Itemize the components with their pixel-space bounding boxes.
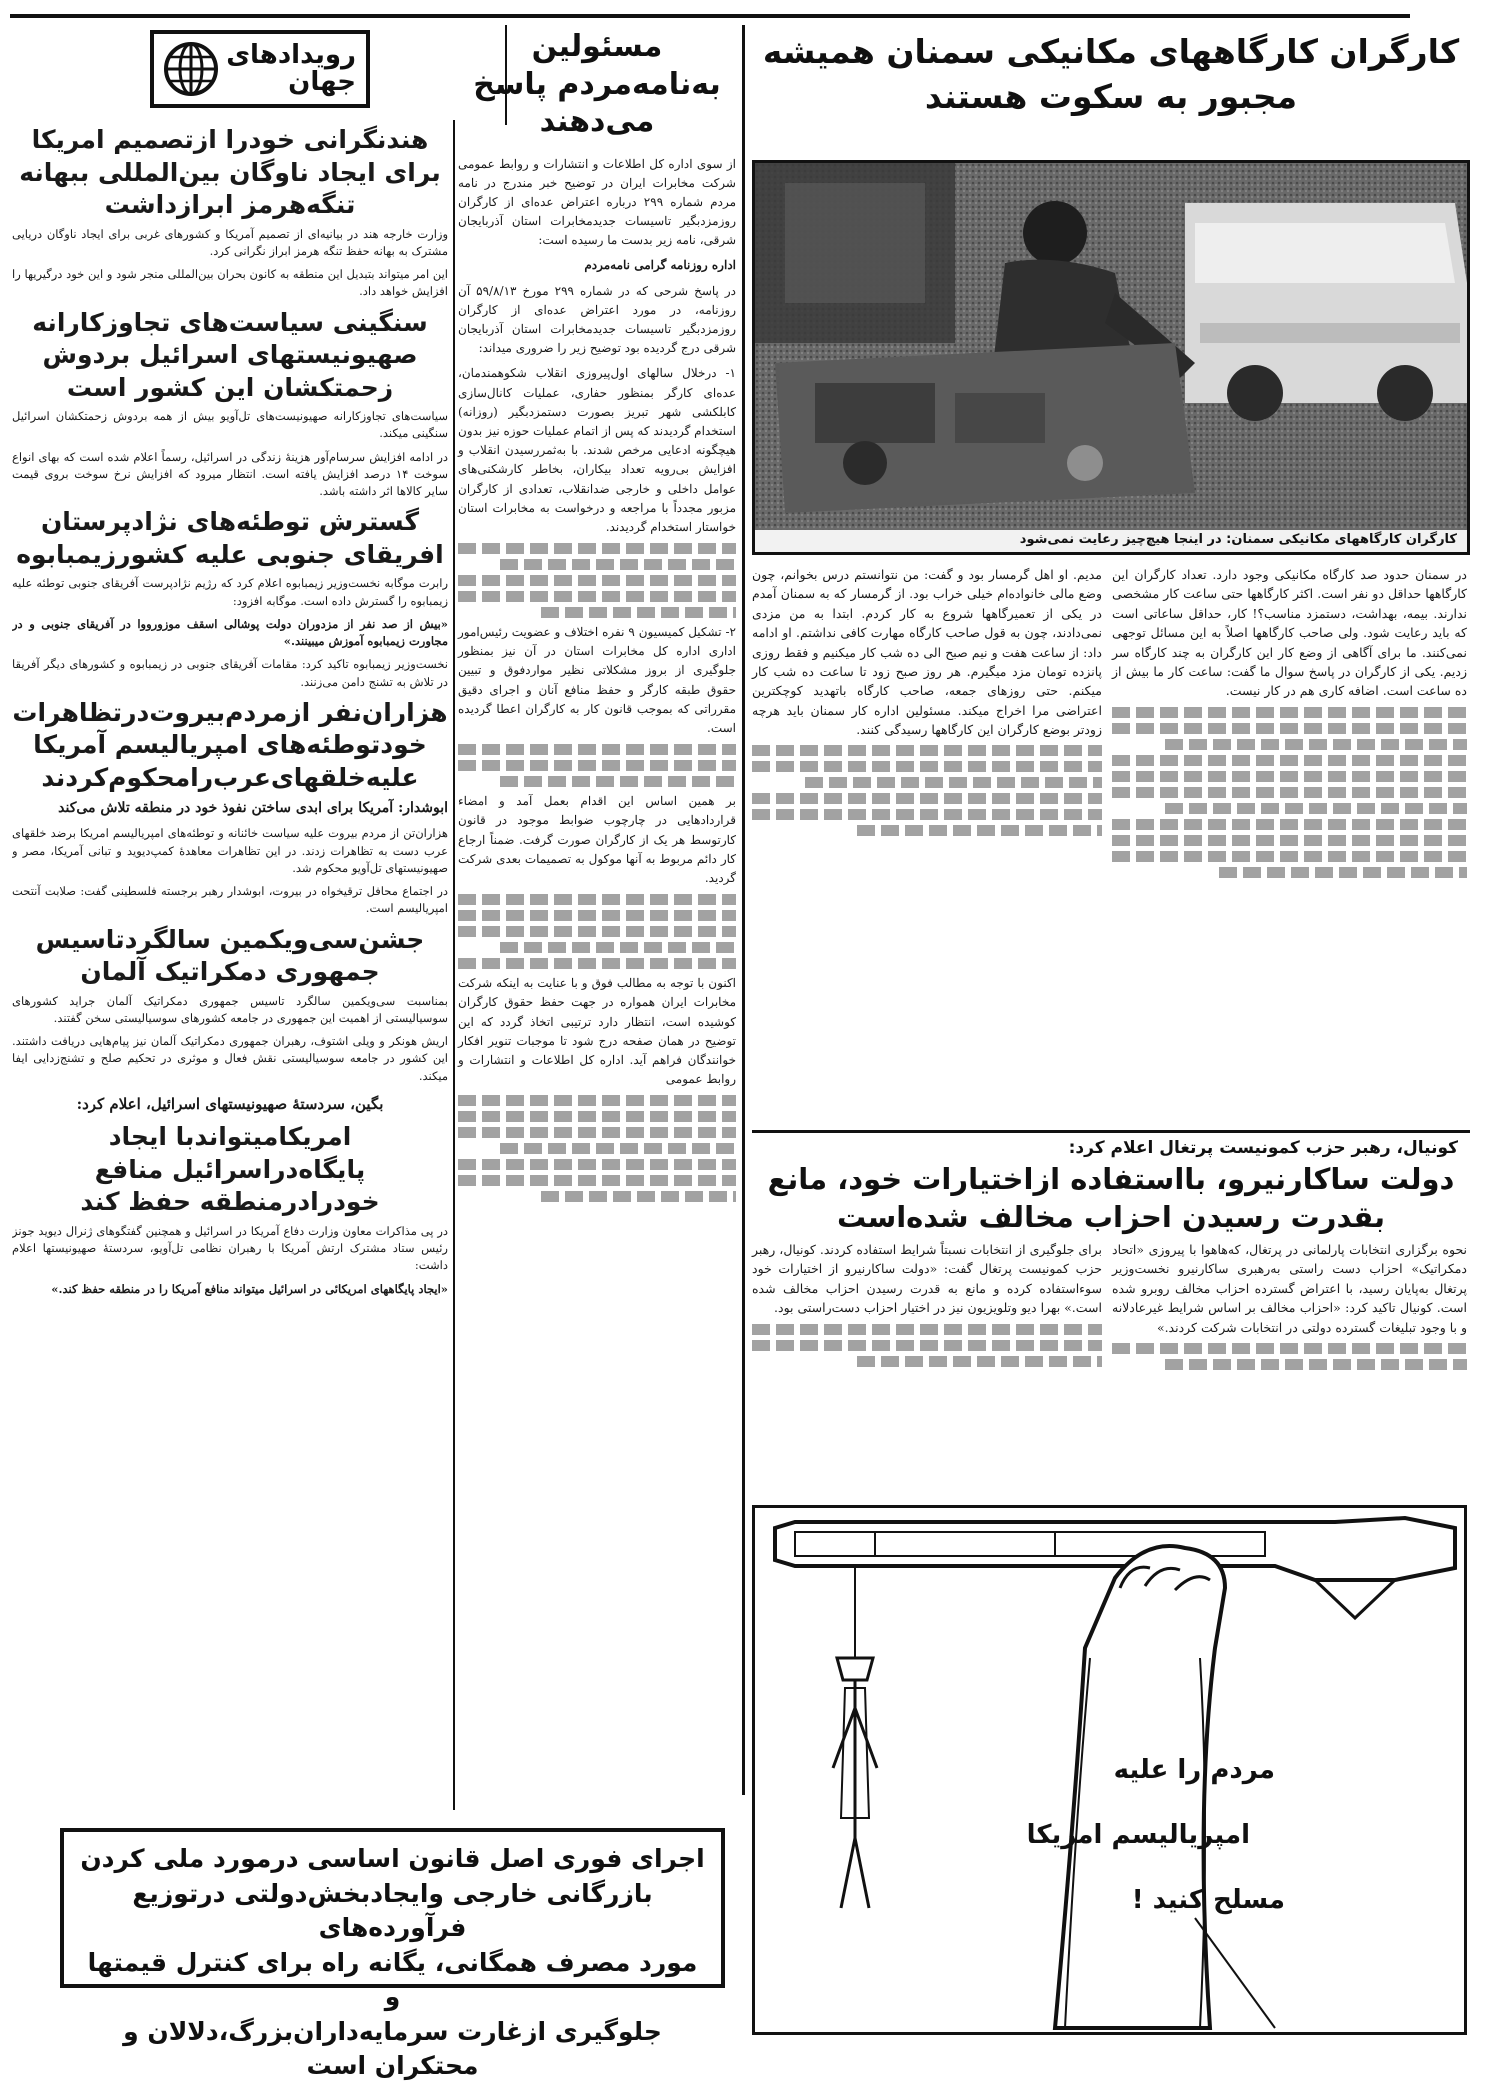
text-filler (752, 793, 1102, 804)
text-filler (1165, 1359, 1467, 1370)
section-headline: گسترش توطئه‌های نژادپرستان افریقای جنوبی علیه کشورزیمبابوه (16, 507, 444, 569)
workshop-article-right (1112, 565, 1467, 883)
text-filler (458, 894, 736, 905)
text-filler (458, 543, 736, 554)
text-filler (500, 1143, 736, 1154)
portugal-article-right (1112, 1240, 1467, 1375)
section-paragraph: در اجتماع محافل ترقیخواه در بیروت، ابوشدار رهبر برجسته فلسطینی گفت: صلابت آنتحت امپریالیسم است. (12, 884, 448, 916)
text-filler (500, 942, 736, 953)
article-paragraph: نحوه برگزاری انتخابات پارلمانی در پرتغال، که‌هاهوا با پیروزی «اتحاد دمکراتیک» احزاب دست راستی به‌رهبری ساکارنیرو نخست‌وزیر پرتغال به‌پایان رسید، با اعتراض گسترده احزاب مخالف روبرو شده است. کونیال تاکید کرد: «احزاب مخالف بر اساس شرایط غیرعادلانه و با وجود تبلیغات گسترده دولتی در انتخابات شرکت کردند.» (1112, 1242, 1467, 1335)
center-paragraph: ۲- تشکیل کمیسیون ۹ نفره اختلاف و عضویت رئیس‌امور اداری اداره کل مخابرات استان در آن نیز بمنظور جلوگیری از بروز مشکلاتی نظیر مواردفوق و تبیین حقوق طبقه کارگر و حفظ منافع آنان و اجرای دقیق مقرراتی که بموجب قانون کار به کارگران اعطا گردیده است. (458, 625, 736, 735)
right-headline: کارگران کارگاههای مکانیکی سمنان همیشه مجبور به سکوت هستند (762, 32, 1460, 116)
text-filler (458, 910, 736, 921)
center-paragraph: از سوی اداره کل اطلاعات و انتشارات و روابط عمومی شرکت مخابرات ایران در توضیح خبر مندرج در نامه مردم شماره ۲۹۹ درباره اعتراض عده‌ای از کارگران روزمزدبگیر تاسیسات جدیدمخابرات استان آذربایجان شرقی، نامه‌ زیر بدست ما رسیده است: (458, 156, 736, 248)
photo-caption: کارگران کارگاههای مکانیکی سمنان: در اینجا هیچ‌چیز رعایت نمی‌شود (755, 530, 1467, 552)
text-filler (1112, 707, 1467, 718)
section-headline: هزاران‌نفر ازمردم‌بیروت‌درتظاهرات خودتوطئه‌های امپریالیسم آمریکا علیه‌خلقهای‌عرب‌رامحکوم‌کردند (12, 697, 448, 792)
text-filler (541, 607, 736, 618)
text-filler (1219, 867, 1468, 878)
text-filler (458, 926, 736, 937)
section-paragraph: وزارت خارجه هند در بیانیه‌ای از تصمیم آمریکا و کشورهای غربی برای ایجاد ناوگان دریایی مشترک به بهانه حفظ تنگه هرمز ابراز نگرانی کرد. (12, 226, 448, 258)
cartoon-drawing (755, 1508, 1464, 2032)
portugal-article (752, 1138, 1470, 1237)
text-filler (857, 825, 1102, 836)
section-paragraph: «ایجاد پایگاههای امریکائی در اسرائیل میتواند منافع آمریکا را در منطقه حفظ کند.» (51, 1281, 448, 1296)
left-articles (12, 124, 448, 1298)
text-filler (857, 1356, 1102, 1367)
text-filler (1112, 771, 1467, 782)
section-paragraph: اریش هونکر و ویلی اشتوف، رهبران جمهوری دمکراتیک آلمان نیز پیام‌هایی دریافت داشتند. این کشور در جامعه سوسیالیستی نقش فعال و موثری در تحکیم صلح و تشنج‌زدایی ایفا میکند. (12, 1034, 448, 1083)
text-filler (458, 958, 736, 969)
text-filler (752, 809, 1102, 820)
top-border (10, 0, 1410, 18)
center-paragraph: اداره روزنامه گرامی نامه‌مردم (584, 258, 736, 273)
column-divider-right (742, 25, 745, 1795)
text-filler (752, 745, 1102, 756)
cartoon-label-2: امپریالیسم امریکا (1026, 1820, 1250, 1850)
slogan-box (60, 1828, 725, 2080)
section-headline: هندنگرانی خودرا ازتصمیم امریکا برای ایجاد ناوگان بین‌المللی ببهانه تنگه‌هرمز ابرازداشت (19, 125, 441, 219)
section-paragraph: نخست‌وزیر زیمبابوه تاکید کرد: مقامات آفریقای جنوبی در زیمبابوه و کشورهای دیگر آفریقا در تلاش به تشنج دامن می‌زنند. (12, 657, 448, 689)
column-divider-left (453, 120, 455, 1810)
portugal-article-left (752, 1240, 1102, 1372)
slogan-line-3: مورد مصرف همگانی، یگانه راه برای کنترل قیمتها و (87, 1947, 698, 2011)
text-filler (1165, 739, 1467, 750)
center-paragraph: اکنون با توجه به مطالب فوق و با عنایت به اینکه شرکت مخابرات ایران همواره در جهت حفظ حقوق کارگران کوشیده است، انتظار دارد ترتیبی اتخاذ گردد که این توضیح در همان صفحه درج شود تا موجبات تنویر افکار خوانندگان فراهم آید. اداره کل اطلاعات و انتشارات و روابط عمومی (458, 976, 736, 1087)
slogan-line-4: جلوگیری ازغارت سرمایه‌داران‌بزرگ،دلالان و محتکران است (123, 2016, 662, 2080)
section-paragraph: در ادامه افزایش سرسام‌آور هزینهٔ زندگی در اسرائیل، رسماً اعلام شده است که بهای انواع سوخت ۱۴ درصد افزایش یافته است. انتظار میرود که افزایش نرخ سوخت بروی قیمت سایر کالاها اثر داشته باشد. (12, 449, 448, 498)
text-filler (1112, 787, 1467, 798)
text-filler (752, 761, 1102, 772)
mechanic-photo-image (755, 163, 1467, 533)
text-filler (500, 559, 736, 570)
logo-title (226, 42, 356, 97)
text-filler (458, 1175, 736, 1186)
text-filler (1112, 819, 1467, 830)
section-paragraph: در پی مذاکرات معاون وزارت دفاع آمریکا در اسرائیل و همچنین گفتگوهای ژنرال دیوید جونز رئیس ستاد مشترک ارتش آمریکا با رهبران نظامی تل‌آویو، سردستهٔ صهیونیستها اعلام داشت: (12, 1223, 448, 1273)
portugal-headline: دولت ساکارنیرو، بااستفاده ازاختیارات خود، مانع بقدرت رسیدن احزاب مخالف شده‌است (767, 1162, 1455, 1234)
text-filler (458, 1095, 736, 1106)
text-filler (1112, 755, 1467, 766)
article-paragraph: در سمنان حدود صد کارگاه مکانیکی وجود دارد. تعداد کارگران این کارگاهها حداقل دو نفر است. اکثر کارگاهها حتی ساعت کار مشخصی ندارند. بیمه، بهداشت، دستمزد مناسب؟! کار، حداقل ساعاتی است که باید رعایت شود. ولی صاحب کارگاهها اصلاً به این مسائل توجهی نمی‌کنند. ما برای آگاهی از وضع کار این کارگران به چند کارگاه سر زدیم. یکی از کارگران در پاسخ سوال ما گفت: ساعت کار ما بیش از ده ساعت است. اضافه کاری هم در کار نیست. (1112, 567, 1467, 699)
center-column (458, 28, 736, 1207)
center-headline: مسئولین به‌نامه‌مردم پاسخ می‌دهند (473, 29, 721, 139)
center-paragraph: در پاسخ شرحی که در شماره ۲۹۹ مورخ ۵۹/۸/۱۳ آن روزنامه، در مورد اعتراض عده‌ای از کارگران روزمزدبگیر تاسیسات جدیدمخابرات استان آذربایجان شرقی درج گردیده بود توضیح زیر را ضروری میداند: (458, 283, 737, 356)
world-events-logo (150, 30, 370, 108)
text-filler (1112, 851, 1467, 862)
text-filler (1165, 803, 1467, 814)
article-paragraph: مدیم. او اهل گرمسار بود و گفت: من نتوانستم درس بخوانم، چون وضع مالی خانواده‌ام خیلی خراب بود. از گرمسار که به سمنان آمدم در یکی از تعمیرگاهها شروع به کار کردم. ابتدا به من مزدی نمی‌دادند، چون به قول صاحب کارگاه مهارت کافی نداشتم. او ادامه داد: از ساعت هفت و نیم صبح الی ده شب کار میکنیم و فقط روزی پانزده تومان مزد میگیرم. هر روز صبح زود تا ساعت ده شب کار میکنم. حتی روزهای جمعه، صاحب کارگاه باتهدید کوچکترین اعتراضی مرا اخراج میکند. مسئولین اداره کار سمنان باید هرچه زودتر بوضع کارگران این کارگاهها رسیدگی کنند. (752, 567, 1102, 737)
center-article (458, 155, 736, 1203)
text-filler (458, 1127, 736, 1138)
portugal-kicker: کونیال، رهبر حزب کمونیست پرتغال اعلام کرد: (1068, 1138, 1458, 1158)
section-headline: سنگینی سیاست‌های تجاوزکارانه صهیونیستهای اسرائیل بردوش زحمتکشان این کشور است (32, 307, 428, 402)
section-headline: امریکامیتواندبا ایجاد پایگاه‌دراسرائیل منافع خودرادرمنطقه حفظ کند (80, 1122, 380, 1217)
text-filler (1112, 1343, 1467, 1354)
text-filler (500, 776, 736, 787)
section-divider (752, 1130, 1470, 1133)
globe-icon (162, 40, 220, 98)
text-filler (458, 744, 736, 755)
text-filler (458, 591, 736, 602)
section-paragraph: این امر میتواند بتبدیل این منطقه به کانون بحران بین‌المللی منجر شود و این خود درگیریها را افزایش خواهد داد. (12, 267, 448, 299)
text-filler (752, 1324, 1102, 1335)
section-kicker: بگین، سردستهٔ صهیونیستهای اسرائیل، اعلام کرد: (76, 1094, 384, 1113)
slogan-line-1: اجرای فوری اصل قانون اساسی درمورد ملی کردن (80, 1844, 705, 1873)
text-filler (458, 1159, 736, 1170)
workshop-photo (752, 160, 1470, 555)
center-paragraph: ۱- درخلال سالهای اول‌پیروزی انقلاب شکوهمندمان، عده‌ای کارگر بمنظور حفاری، عملیات کانال‌سازی کابلکشی شهر تبریز بصورت دستمزدبگیر (روزانه) استخدام گردیدند که پس از اتمام عملیات حوزه نیز بدون هیچگونه ادعایی مرخص شدند. با به‌ثمررسیدن انقلاب و افزایش بی‌رویه تعداد بیکاران، بخاطر کارشکنی‌های عوامل داخلی و خارجی ضدانقلاب، تعدادی از کارگران مزبور مجدداً با مراجعه و درخواست به مخابرات استان خواستار استخدام گردیدند. (458, 366, 736, 534)
section-subhead: ابوشدار: آمریکا برای ابدی ساختن نفوذ خود در منطقه تلاش می‌کند (58, 800, 448, 817)
left-column (12, 118, 448, 1818)
logo-line-1: رویدادهای (226, 40, 356, 70)
text-filler (458, 1111, 736, 1122)
section-paragraph: بمناسبت سی‌ویکمین سالگرد تاسیس جمهوری دمکراتیک آلمان جراید کشورهای سوسیالیستی از اهمیت این جمهوری در جامعه کشورهای سوسیالیستی سخن گفتند. (12, 993, 448, 1025)
slogan-line-2: بازرگانی خارجی وایجادبخش‌دولتی درتوزیع فرآورده‌های (132, 1878, 653, 1942)
section-paragraph: «بیش از صد نفر از مزدوران دولت پوشالی اسقف موزورووا در آفریقای جنوبی و در مجاورت زیمبابوه آموزش میبینند.» (12, 616, 448, 648)
text-filler (1112, 835, 1467, 846)
text-filler (458, 575, 736, 586)
text-filler (1112, 723, 1467, 734)
cartoon-label-1: مردم را علیه (1113, 1755, 1275, 1785)
section-headline: جشن‌سی‌ویکمین سالگردتاسیس جمهوری دمکراتیک آلمان (35, 924, 425, 986)
text-filler (541, 1191, 736, 1202)
center-paragraph: بر همین اساس این اقدام بعمل آمد و امضاء قراردادهایی در چارچوب ضوابط موجود در قانون کارتوسط هر یک از کارگران صورت گرفت. ضمناً ارجاع کار دائم مربوط به آنها موکول به تصمیمات بعدی شرکت گردید. (458, 794, 736, 885)
cartoon-label-3: مسلح کنید ! (1131, 1885, 1285, 1915)
text-filler (458, 760, 736, 771)
section-paragraph: سیاست‌های تجاوزکارانه صهیونیست‌های تل‌آویو بیش از همه بردوش زحمتکشان اسرائیل سنگینی میکند. (12, 409, 448, 441)
article-paragraph: برای جلوگیری از انتخابات نسبتاً شرایط استفاده کردند. کونیال، رهبر حزب کمونیست پرتغال گفت: «دولت ساکارنیرو از اختیارات خود سوءاستفاده کرده و مانع به قدرت رسیدن احزاب مخالف شده است.» بهرا دیو وتلویزیون نیز در اختیار احزاب دست‌راستی بود. (752, 1242, 1102, 1316)
text-filler (752, 1340, 1102, 1351)
section-paragraph: رابرت موگابه نخست‌وزیر زیمبابوه اعلام کرد که رژیم نژادپرست آفریقای جنوبی توطئه علیه زیمبابوه را گسترش داده است. موگابه افزود: (12, 576, 448, 608)
text-filler (805, 777, 1103, 788)
workshop-article-left (752, 565, 1102, 841)
section-paragraph: هزاران‌تن از مردم بیروت علیه سیاست خائنانه و توطئه‌های امپریالیسم امریکا برضد خلقهای عرب دست به تظاهرات زدند. در این تظاهرات معاهدهٔ کمپ‌دیوید و تبانی آمریکا، مصر و صهیونیستهای تل‌آویو محکوم شد. (12, 826, 448, 875)
anti-imperialism-cartoon (752, 1505, 1467, 2035)
logo-line-2: جهان (288, 67, 356, 98)
